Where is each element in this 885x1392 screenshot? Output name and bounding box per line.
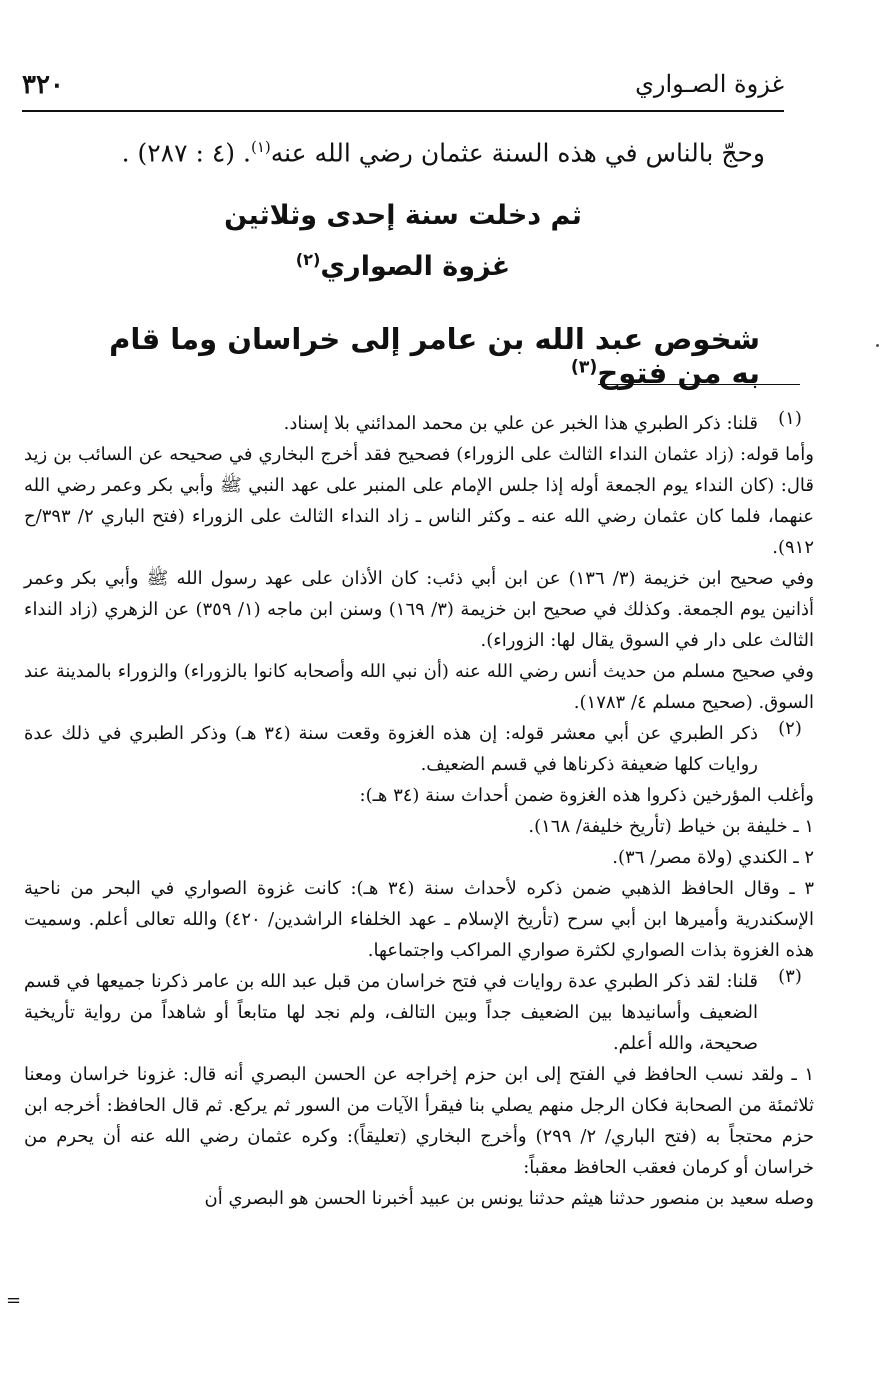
subtitle-heading [100,322,760,390]
intro-text: وحجّ بالناس في هذه السنة عثمان رضي الله عنه [270,138,765,168]
page-number: ٣٢٠ [22,70,64,100]
footnote-ref-1: (١) [250,138,271,156]
footnotes [24,408,814,1214]
footnote-paragraph: قلنا: ذكر الطبري هذا الخبر عن علي بن محمد المدائني بلا إسناد. [283,413,758,434]
footnote-paragraph: وأغلب المؤرخين ذكروا هذه الغزوة ضمن أحداث سنة (٣٤ هـ): [359,785,814,806]
running-title: غزوة الصـواري [635,70,784,98]
footnote-marker: (٢) [778,718,802,739]
footnote-ref-3: (٣) [570,357,598,378]
footnote-ref-2: (٢) [295,250,321,269]
footnote-paragraph: وصله سعيد بن منصور حدثنا هيثم حدثنا يونس بن عبيد أخبرنا الحسن هو البصري أن [204,1188,814,1209]
margin-dot [876,344,879,347]
intro-line [105,138,765,167]
footnote-paragraph: ١ ـ ولقد نسب الحافظ في الفتح إلى ابن حزم إخراجه عن الحسن البصري أنه قال: غزونا خراسان ومعنا ثلاثمئة من الصحابة فكان الرجل منهم يصلي بنا فيقرأ الآيات من السور ثم يركع. ثم قال الحافظ: أخرجه ابن حزم محتجاً به (فتح الباري/ ٢/ ٢٩٩) وأخرج البخاري (تعليقاً): وكره عثمان رضي الله عنه أن يحرم من خراسان أو كرمان فعقب الحافظ معقباً: [24,1064,814,1178]
footnote-paragraph: وفي صحيح مسلم من حديث أنس رضي الله عنه (أن نبي الله وأصحابه كانوا بالزوراء) والزوراء بالمدينة عند السوق. (صحيح مسلم ٤/ ١٧٨٣). [24,661,814,713]
footnote-3 [24,966,814,1214]
footnote-2 [24,718,814,966]
continuation-mark: = [6,1290,22,1311]
header-rule [22,110,784,112]
footnote-1 [24,408,814,718]
footnote-paragraph: ١ ـ خليفة بن خياط (تأريخ خليفة/ ١٦٨). [528,816,814,837]
footnote-paragraph: ٢ ـ الكندي (ولاة مصر/ ٣٦). [612,847,814,868]
footnote-separator [598,384,800,385]
subtitle-heading-text: شخوص عبد الله بن عامر إلى خراسان وما قام به من فتوح [109,322,760,390]
footnote-marker: (٣) [778,966,802,987]
footnote-paragraph: وأما قوله: (زاد عثمان النداء الثالث على الزوراء) فصحيح فقد أخرج البخاري في صحيحه عن السائب بن زيد قال: (كان النداء يوم الجمعة أوله إذا جلس الإمام على المنبر على عهد النبي ﷺ وأبي بكر وعمر رضي الله عنهما، فلما كان عثمان رضي الله عنه ـ وكثر الناس ـ زاد النداء الثالث على الزوراء (فتح الباري ٢/ ٣٩٣/ح ٩١٢). [24,444,814,558]
page-header [22,64,784,110]
footnote-marker: (١) [778,408,802,429]
battle-heading [22,250,784,282]
intro-ref: . (٤ : ٢٨٧) . [121,138,251,168]
year-heading: ثم دخلت سنة إحدى وثلاثين [224,200,582,231]
battle-heading-text: غزوة الصواري [320,251,511,282]
footnote-paragraph: قلنا: لقد ذكر الطبري عدة روايات في فتح خراسان من قبل عبد الله بن عامر ذكرنا جميعها في قسم الضعيف وأسانيدها بين الضعيف جداً وبين التالف، ولم نجد لها متابعاً أو شاهداً من رواية تأريخية صحيحة، والله أعلم. [24,971,758,1054]
footnote-paragraph: وفي صحيح ابن خزيمة (٣/ ١٣٦) عن ابن أبي ذئب: كان الأذان على عهد رسول الله ﷺ وأبي بكر وعمر أذانين يوم الجمعة. وكذلك في صحيح ابن خزيمة (٣/ ١٦٩) وسنن ابن ماجه (١/ ٣٥٩) عن الزهري (زاد النداء الثالث على دار في السوق يقال لها: الزوراء). [24,568,814,651]
footnote-paragraph: ذكر الطبري عن أبي معشر قوله: إن هذه الغزوة وقعت سنة (٣٤ هـ) وذكر الطبري في ذلك عدة روايات كلها ضعيفة ذكرناها في قسم الضعيف. [24,723,758,775]
footnote-paragraph: ٣ ـ وقال الحافظ الذهبي ضمن ذكره لأحداث سنة (٣٤ هـ): كانت غزوة الصواري في البحر من ناحية الإسكندرية وأميرها ابن أبي سرح (تأريخ الإسلام ـ عهد الخلفاء الراشدين/ ٤٢٠) والله تعالى أعلم. وسميت هذه الغزوة بذات الصواري لكثرة صواري المراكب واجتماعها. [24,878,814,961]
